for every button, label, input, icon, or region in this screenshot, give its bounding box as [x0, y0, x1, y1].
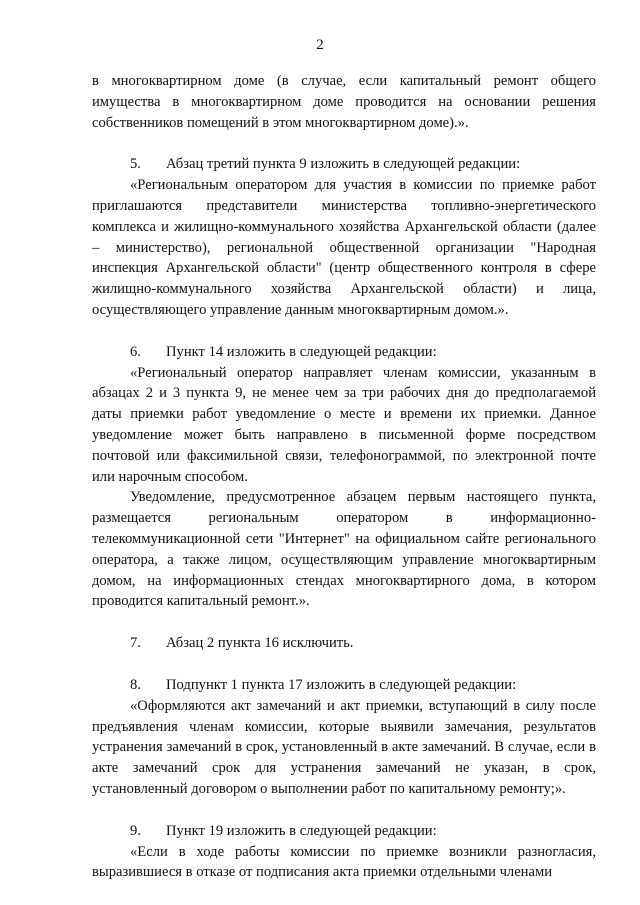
item-paragraph: «Региональный оператор направляет членам комиссии, указанным в абзацах 2 и 3 пункта 9, не менее чем за три рабочих дня до предполагаемой даты приемки работ уведомление о месте и времени их приемки. Данное уведомление может быть направлено в письменной форме посредством почтовой или факсимильной связи, телефонограммой, по электронной почте или нарочным способом.: [92, 364, 596, 485]
spacer: [92, 612, 596, 633]
intro-paragraph: в многоквартирном доме (в случае, если капитальный ремонт общего имущества в многоквартирном доме проводится на основании решения собственников помещений в этом многоквартирном доме).».: [92, 73, 596, 131]
page-number: 2: [316, 37, 324, 53]
item-heading: [92, 821, 596, 842]
item-number: 6.: [130, 343, 141, 360]
item-heading-text: Пункт 14 изложить в следующей редакции:: [166, 343, 437, 360]
spacer: [92, 654, 596, 675]
item-paragraph: «Оформляются акт замечаний и акт приемки, вступающий в силу после предъявления членам комиссии, которые выявили замечания, результатов устранения замечаний в срок, установленный в акте замечаний. В случае, если в акте замечаний срок для устранения замечаний не указан, в срок, установленный договором о выполнении работ по капитальному ремонту;».: [92, 697, 596, 797]
item-heading: [92, 154, 596, 175]
item-paragraph: Уведомление, предусмотренное абзацем первым настоящего пункта, размещается региональным оператором в информационно-телекоммуникационной сети "Интернет" на официальном сайте регионального оператора, а также лицом, осуществляющим управление многоквартирным домом, на информационных стендах многоквартирного дома, в котором проводится капитальный ремонт.».: [92, 489, 596, 610]
item-paragraph: «Если в ходе работы комиссии по приемке возникли разногласия, выразившиеся в отказе от подписания акта приемки отдельными членами: [92, 843, 596, 881]
item-heading-text: Абзац 2 пункта 16 исключить.: [166, 635, 354, 652]
spacer: [92, 800, 596, 821]
spacer: [92, 133, 596, 154]
item-heading: [92, 675, 596, 696]
item-number: 9.: [130, 822, 141, 839]
document-body: [92, 71, 596, 883]
item-heading: [92, 633, 596, 654]
item-paragraph: «Региональным оператором для участия в комиссии по приемке работ приглашаются представители министерства топливно-энергетического комплекса и жилищно-коммунального хозяйства Архангельской области (далее – министерство), региональной общественной организации "Народная инспекция Архангельской области" (центр общественного контроля в сфере жилищно-коммунального хозяйства Архангельской области) и лица, осуществляющего управление данным многоквартирным домом.».: [92, 177, 596, 318]
item-heading-text: Пункт 19 изложить в следующей редакции:: [166, 822, 437, 839]
item-number: 8.: [130, 676, 141, 693]
spacer: [92, 321, 596, 342]
item-number: 5.: [130, 156, 141, 173]
item-heading-text: Подпункт 1 пункта 17 изложить в следующей редакции:: [166, 676, 517, 693]
item-number: 7.: [130, 635, 141, 652]
item-heading: [92, 342, 596, 363]
item-heading-text: Абзац третий пункта 9 изложить в следующей редакции:: [166, 156, 521, 173]
